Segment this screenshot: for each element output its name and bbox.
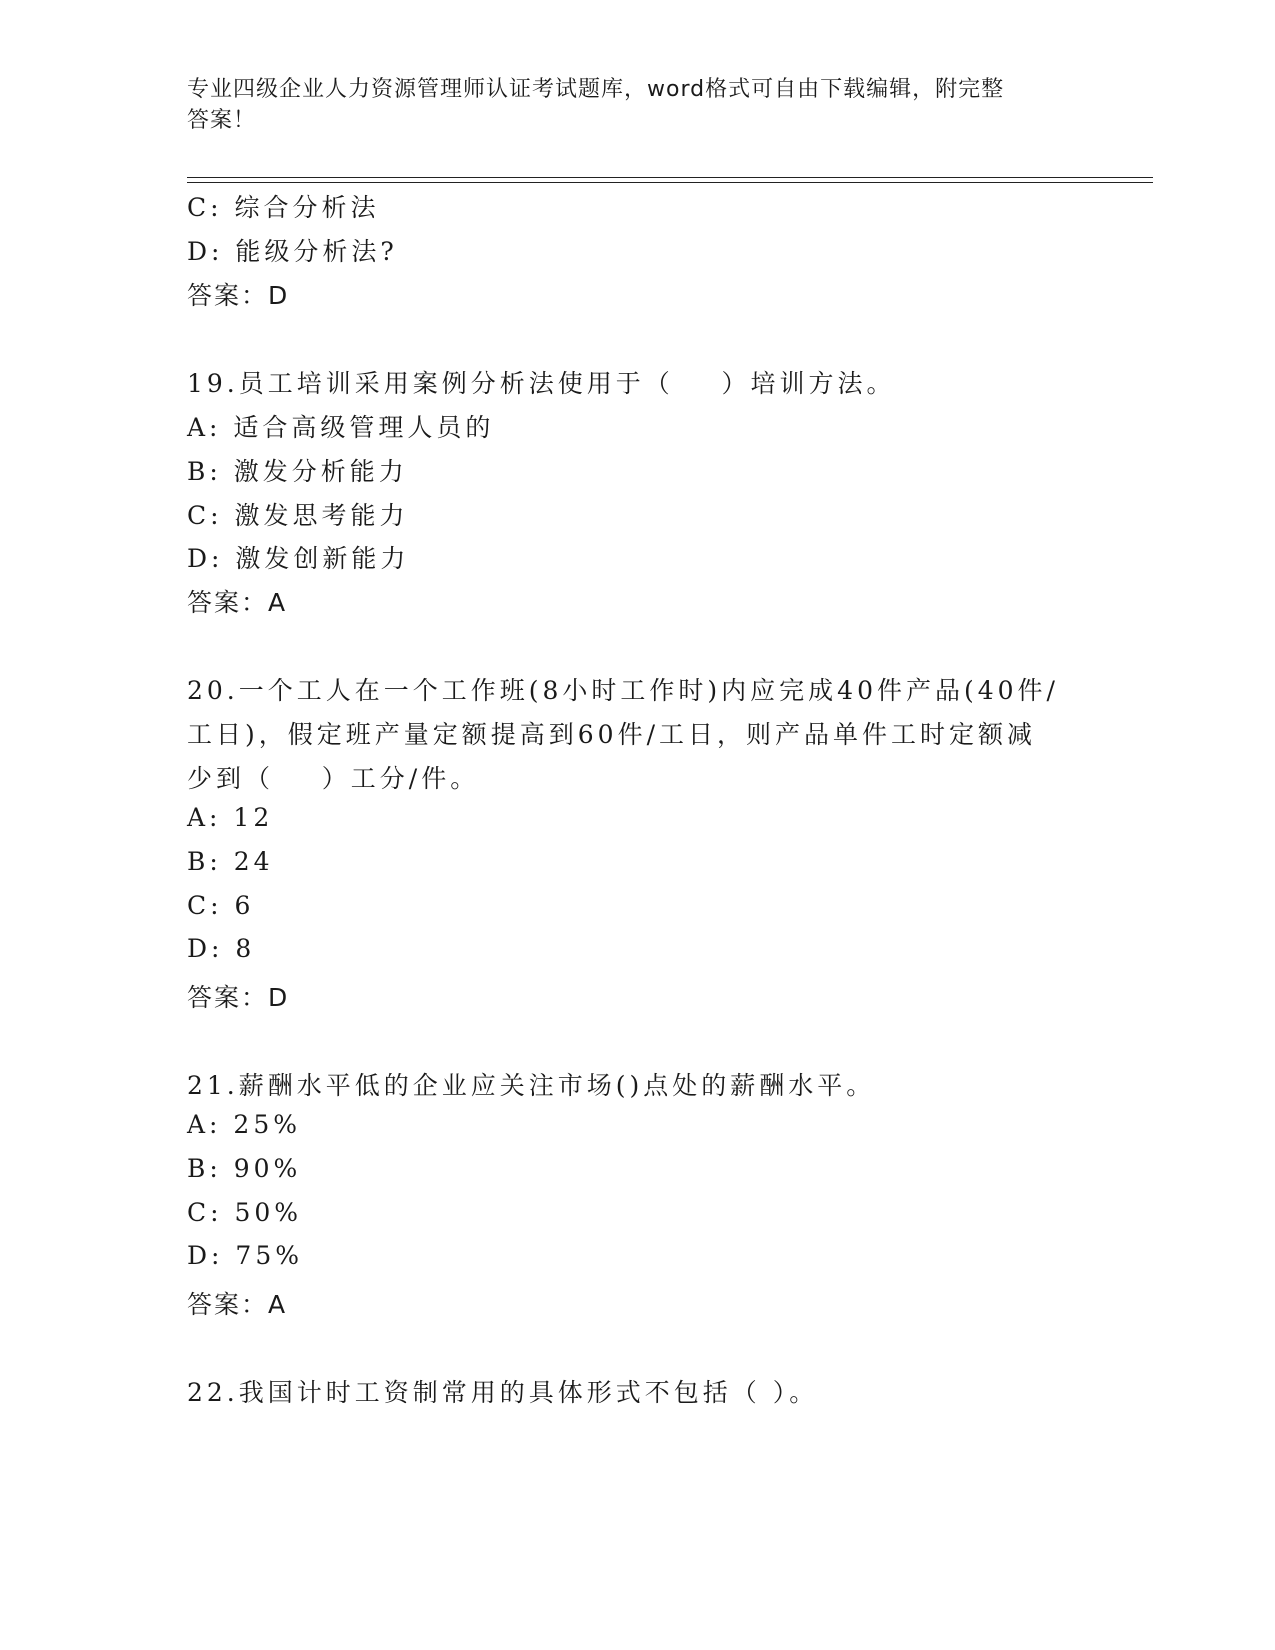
q21-option-b: B: 90%	[187, 1154, 302, 1183]
q20-option-d: D: 8	[187, 934, 256, 963]
q22-stem: 22.我国计时工资制常用的具体形式不包括（ ）。	[187, 1378, 819, 1407]
q20-option-a: A: 12	[187, 803, 274, 832]
q18-option-d: D: 能级分析法?	[187, 237, 398, 266]
q19-answer: 答案：A	[187, 588, 288, 617]
q19-stem: 19.员工培训采用案例分析法使用于（ ）培训方法。	[187, 369, 896, 398]
q21-option-a: A: 25%	[187, 1110, 301, 1139]
q18-option-c: C: 综合分析法	[187, 193, 380, 222]
header-divider-bottom	[187, 182, 1153, 183]
q20-stem-line-3: 少到（ ）工分/件。	[187, 764, 480, 793]
q20-option-c: C: 6	[187, 891, 255, 920]
q20-answer: 答案：D	[187, 983, 290, 1012]
q20-stem-line-1: 20.一个工人在一个工作班(8小时工作时)内应完成40件产品(40件/	[187, 676, 1059, 705]
q21-answer: 答案：A	[187, 1290, 288, 1319]
q19-option-a: A: 适合高级管理人员的	[187, 413, 495, 442]
header-line-2: 答案！	[187, 108, 257, 133]
document-header	[187, 74, 1067, 136]
q19-option-d: D: 激发创新能力	[187, 544, 410, 573]
q21-stem: 21.薪酬水平低的企业应关注市场()点处的薪酬水平。	[187, 1071, 876, 1100]
q20-stem-line-2: 工日)，假定班产量定额提高到60件/工日，则产品单件工时定额减	[187, 720, 1036, 749]
q18-answer: 答案：D	[187, 281, 290, 310]
header-line-1: 专业四级企业人力资源管理师认证考试题库，word格式可自由下载编辑，附完整	[187, 77, 1005, 102]
header-divider-top	[187, 177, 1153, 178]
q21-option-c: C: 50%	[187, 1198, 303, 1227]
q20-option-b: B: 24	[187, 847, 274, 876]
q19-option-c: C: 激发思考能力	[187, 501, 409, 530]
q21-option-d: D: 75%	[187, 1241, 303, 1270]
q19-option-b: B: 激发分析能力	[187, 457, 408, 486]
